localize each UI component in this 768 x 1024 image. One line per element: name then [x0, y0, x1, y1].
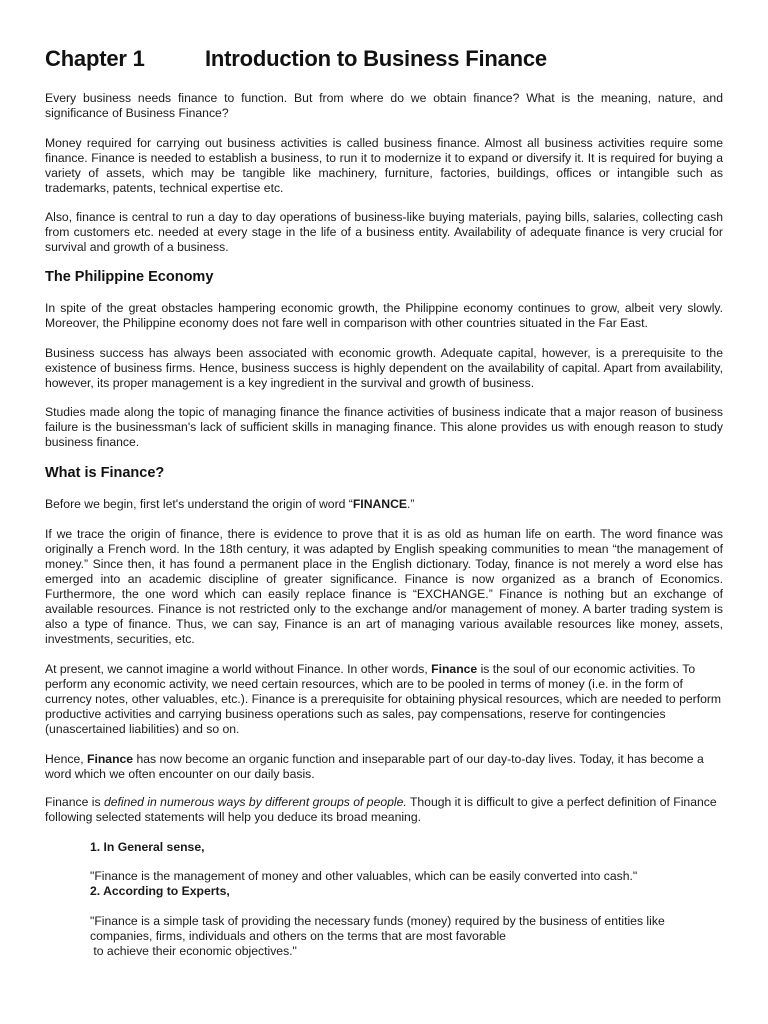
italic-phrase: defined in numerous ways by different groups of people.: [103, 795, 407, 809]
intro-paragraph-2: Money required for carrying out business activities is called business finance. Almost all business activities require some finance. Finance is needed to establish a business, to run it to modernize it to expand or diversify it. It is required for buying a variety of assets, which may be tangible like machinery, furniture, factories, buildings, offices or intangible such as trademarks, patents, technical expertise etc.: [45, 136, 723, 195]
finance-paragraph-2: If we trace the origin of finance, there is evidence to prove that it is as old as human life on earth. The word finance was originally a French word. In the 18th century, it was adapted by English speaking communities to mean “the management of money.” Since then, it has found a permanent place in the English dictionary. Today, finance is not merely a word else has emerged into an academic discipline of greater significance. Finance is now organized as a branch of Economics. Furthermore, the one word which can easily replace finance is “EXCHANGE.” Finance is nothing but an exchange of available resources. Finance is not restricted only to the exchange and/or management of money. A barter trading system is also a type of finance. Thus, we can say, Finance is an art of managing various available resources like money, assets, investments, securities, etc.: [45, 527, 723, 646]
definition-heading-experts: 2. According to Experts,: [90, 884, 230, 898]
section-heading-what-is-finance: What is Finance?: [45, 465, 165, 481]
intro-paragraph-1: Every business needs finance to function. But from where do we obtain finance? What is the meaning, nature, and significance of Business Finance?: [45, 91, 723, 120]
definition-quote-experts-line-1: "Finance is a simple task of providing the necessary funds (money) required by the business of entities like: [90, 914, 665, 928]
text-span: At present, we cannot imagine a world without Finance. In other words,: [45, 662, 432, 676]
finance-paragraph-3: [45, 662, 723, 737]
text-span: .”: [407, 497, 415, 511]
emphasis-finance: Finance: [431, 662, 478, 676]
definition-quote-experts-line-3: to achieve their economic objectives.": [90, 944, 297, 958]
text-span: is the soul of our economic activities. To perform any economic activity, we need certain resources, which are to be pooled in terms of money (i.e. in the form of currency notes, other valuables, etc.). Finance is a prerequisite for obtaining physical resources, which are needed to perform productive activities and carrying business operations such as sales, pay compensations, reserve for contingencies (unascertained liabilities) and so on.: [45, 662, 722, 736]
economy-paragraph-2: Business success has always been associated with economic growth. Adequate capital, however, is a prerequisite to the existence of business firms. Hence, business success is highly dependent on the availability of capital. Apart from availability, however, its proper management is a key ingredient in the survival and growth of business.: [45, 346, 723, 390]
text-span: has now become an organic function and inseparable part of our day-to-day lives. Today, it has become a word which we often encounter on our daily basis.: [45, 752, 704, 781]
economy-paragraph-3: Studies made along the topic of managing finance the finance activities of business indicate that a major reason of business failure is the businessman's lack of sufficient skills in managing finance. This alone provides us with enough reason to study business finance.: [45, 405, 723, 449]
chapter-heading: [45, 46, 547, 72]
intro-paragraph-3: Also, finance is central to run a day to day operations of business-like buying materials, paying bills, salaries, collecting cash from customers etc. needed at every stage in the life of a business entity. Availability of adequate finance is very crucial for survival and growth of a business.: [45, 210, 723, 254]
emphasis-finance: Finance: [87, 752, 134, 766]
text-span: Hence,: [45, 752, 88, 766]
finance-paragraph-5: [45, 795, 723, 825]
text-span: Before we begin, first let's understand the origin of word “: [45, 497, 353, 511]
emphasis-finance: FINANCE: [352, 497, 408, 511]
chapter-title: Introduction to Business Finance: [205, 46, 547, 71]
section-heading-philippine-economy: The Philippine Economy: [45, 269, 214, 285]
text-span: Finance is: [45, 795, 104, 809]
economy-paragraph-1: In spite of the great obstacles hampering economic growth, the Philippine economy continues to grow, albeit very slowly. Moreover, the Philippine economy does not fare well in comparison with other countries situated in the Far East.: [45, 301, 723, 330]
definition-quote-general: "Finance is the management of money and other valuables, which can be easily converted into cash.": [90, 869, 638, 883]
finance-paragraph-4: [45, 752, 723, 782]
text-span: Though it is difficult to give a perfect definition of Finance following selected statements will help you deduce its broad meaning.: [45, 795, 717, 824]
chapter-number: Chapter 1: [45, 46, 145, 71]
definition-quote-experts-line-2: companies, firms, individuals and others on the terms that are most favorable: [90, 929, 506, 943]
definition-heading-general: 1. In General sense,: [90, 840, 205, 854]
finance-paragraph-1: [45, 497, 723, 512]
